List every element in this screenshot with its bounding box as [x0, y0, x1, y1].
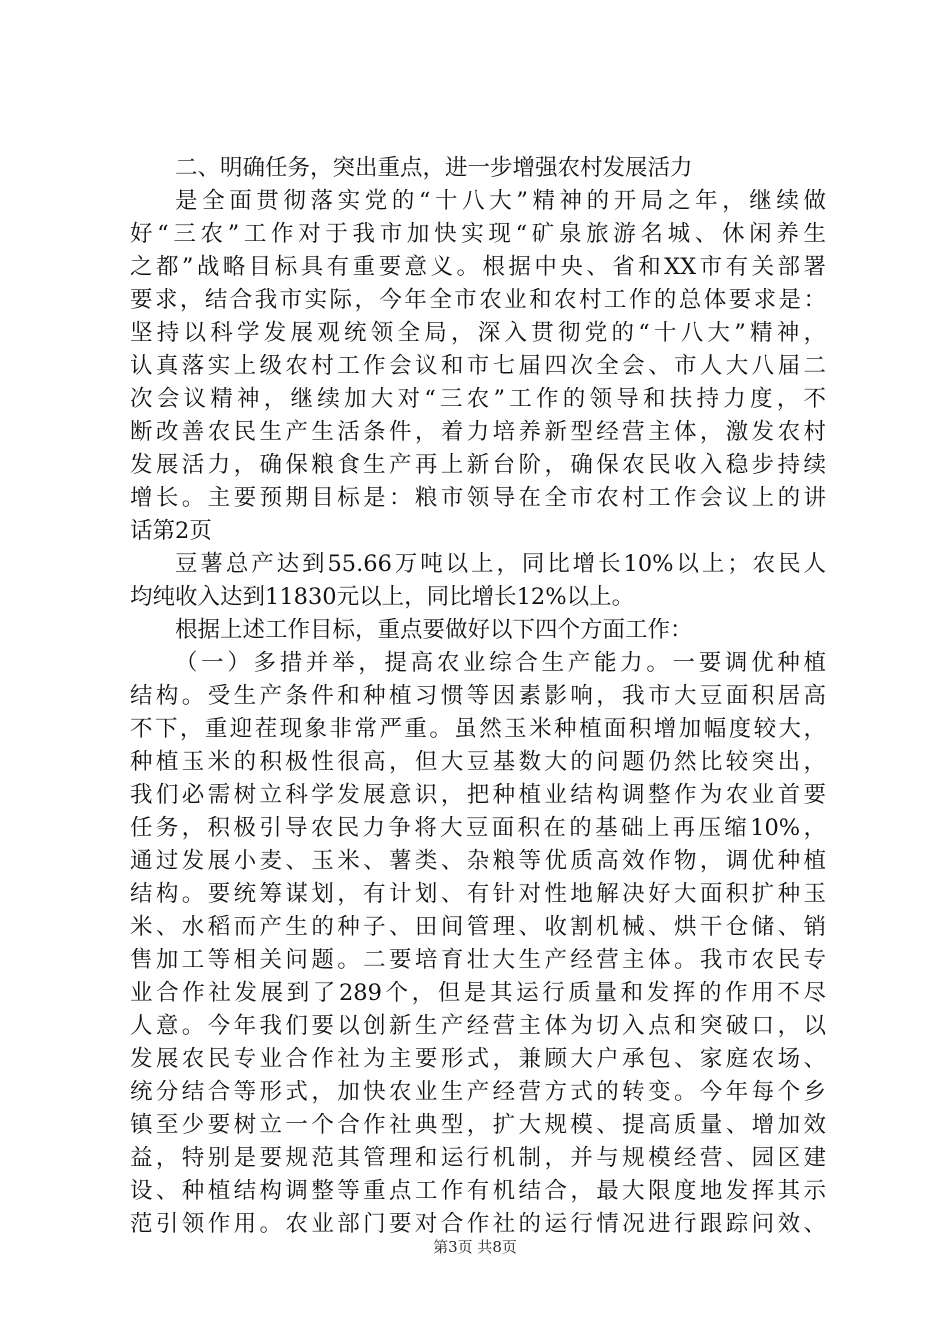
- text-line: 是全面贯彻落实党的“十八大”精神的开局之年，继续做: [175, 188, 826, 214]
- text-line: 种植玉米的积极性很高，但大豆基数大的问题仍然比较突出，: [130, 749, 826, 775]
- text-line: 发展活力，确保粮食生产再上新台阶，确保农民收入稳步持续: [130, 452, 826, 478]
- text-line: 好“三农”工作对于我市加快实现“矿泉旅游名城、休闲养生: [130, 221, 826, 247]
- text-line: （一）多措并举，提高农业综合生产能力。一要调优种植: [175, 650, 826, 676]
- text-line: 米、水稻而产生的种子、田间管理、收割机械、烘干仓储、销: [130, 914, 826, 940]
- text-line: 任务，积极引导农民力争将大豆面积在的基础上再压缩10%，: [130, 815, 826, 841]
- document-body: [130, 152, 826, 1241]
- text-line: 范引领作用。农业部门要对合作社的运行情况进行跟踪问效、: [130, 1211, 826, 1237]
- text-line: 次会议精神，继续加大对“三农”工作的领导和扶持力度，不: [130, 386, 826, 412]
- text-line: 要求，结合我市实际，今年全市农业和农村工作的总体要求是：: [130, 287, 826, 313]
- text-line: 不下，重迎茬现象非常严重。虽然玉米种植面积增加幅度较大，: [130, 716, 826, 742]
- text-line: 均纯收入达到11830元以上，同比增长12%以上。: [130, 584, 635, 610]
- text-line: 二、明确任务，突出重点，进一步增强农村发展活力: [175, 155, 693, 181]
- text-line: 通过发展小麦、玉米、薯类、杂粮等优质高效作物，调优种植: [130, 848, 826, 874]
- text-line: 根据上述工作目标，重点要做好以下四个方面工作：: [175, 617, 693, 643]
- text-line: 益，特别是要规范其管理和运行机制，并与规模经营、园区建: [130, 1145, 826, 1171]
- text-line: 断改善农民生产生活条件，着力培养新型经营主体，激发农村: [130, 419, 826, 445]
- text-line: 增长。主要预期目标是：粮市领导在全市农村工作会议上的讲: [130, 485, 826, 511]
- text-line: 坚持以科学发展观统领全局，深入贯彻党的“十八大”精神，: [130, 320, 826, 346]
- text-line: 豆薯总产达到55.66万吨以上，同比增长10%以上；农民人: [175, 551, 826, 577]
- text-line: 设、种植结构调整等重点工作有机结合，最大限度地发挥其示: [130, 1178, 826, 1204]
- text-line: 话第2页: [130, 518, 212, 544]
- text-line: 发展农民专业合作社为主要形式，兼顾大户承包、家庭农场、: [130, 1046, 826, 1072]
- text-line: 业合作社发展到了289个，但是其运行质量和发挥的作用不尽: [130, 980, 826, 1006]
- text-line: 镇至少要树立一个合作社典型，扩大规模、提高质量、增加效: [130, 1112, 826, 1138]
- text-line: 结构。受生产条件和种植习惯等因素影响，我市大豆面积居高: [130, 683, 826, 709]
- text-line: 结构。要统筹谋划，有计划、有针对性地解决好大面积扩种玉: [130, 881, 826, 907]
- text-line: 售加工等相关问题。二要培育壮大生产经营主体。我市农民专: [130, 947, 826, 973]
- text-line: 统分结合等形式，加快农业生产经营方式的转变。今年每个乡: [130, 1079, 826, 1105]
- page-number-footer: 第3页 共8页: [433, 1238, 517, 1256]
- text-line: 认真落实上级农村工作会议和市七届四次全会、市人大八届二: [130, 353, 826, 379]
- text-line: 我们必需树立科学发展意识，把种植业结构调整作为农业首要: [130, 782, 826, 808]
- text-line: 人意。今年我们要以创新生产经营主体为切入点和突破口，以: [130, 1013, 826, 1039]
- text-line: 之都”战略目标具有重要意义。根据中央、省和XX市有关部署: [130, 254, 826, 280]
